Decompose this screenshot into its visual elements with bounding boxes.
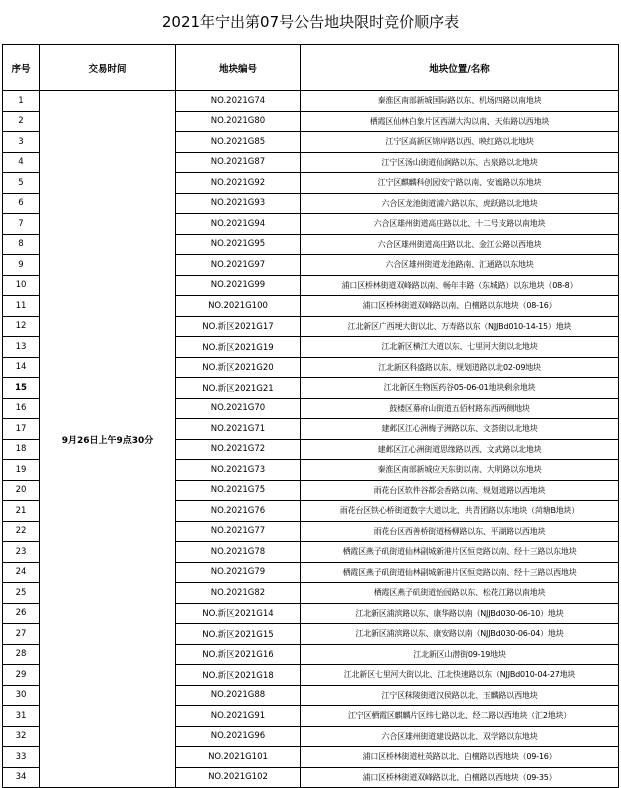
row-plot-number: NO.2021G76 [176, 501, 301, 522]
row-plot-number: NO.2021G92 [176, 173, 301, 194]
row-seq: 6 [3, 193, 40, 214]
row-seq: 34 [3, 767, 40, 788]
row-location: 江北新区七里河大街以北、江北快速路以东（NJJBd010-04-27地块 [301, 665, 619, 686]
row-location: 六合区龙池街道浦六路以东、虎跃路以北地块 [301, 193, 619, 214]
row-location: 浦口区桥林街道杜英路以北、白檀路以西地块（09-16） [301, 747, 619, 768]
row-location: 浦口区桥林街道双峰路以南、畅年丰路（东城路）以东地块（08-8） [301, 275, 619, 296]
row-seq: 8 [3, 234, 40, 255]
row-seq: 17 [3, 419, 40, 440]
row-location: 雨花台区软件谷都会香路以南、规划道路以西地块 [301, 480, 619, 501]
row-location: 江北新区科盛路以东、规划道路以北02-09地块 [301, 357, 619, 378]
table-header-row [3, 45, 619, 91]
row-seq: 1 [3, 91, 40, 112]
row-seq: 30 [3, 685, 40, 706]
row-plot-number: NO.2021G88 [176, 685, 301, 706]
row-seq: 27 [3, 624, 40, 645]
row-location: 江宁区秣陵街道汉侯路以北、玉麟路以西地块 [301, 685, 619, 706]
row-seq: 31 [3, 706, 40, 727]
row-plot-number: NO.2021G102 [176, 767, 301, 788]
row-plot-number: NO.2021G93 [176, 193, 301, 214]
row-location: 栖霞区燕子矶街道仙林副城新港片区恒竞路以南、经十三路以东地块 [301, 542, 619, 563]
row-seq: 18 [3, 439, 40, 460]
row-location: 秦淮区南部新城应天东街以南、大明路以东地块 [301, 460, 619, 481]
row-plot-number: NO.2021G87 [176, 152, 301, 173]
row-seq: 24 [3, 562, 40, 583]
auction-order-table [2, 44, 619, 788]
row-location: 浦口区桥林街道双峰路以南、白檀路以东地块（08-16） [301, 296, 619, 317]
row-plot-number: NO.2021G85 [176, 132, 301, 153]
page-title: 2021年宁出第07号公告地块限时竞价顺序表 [161, 13, 460, 31]
row-seq: 13 [3, 337, 40, 358]
row-plot-number: NO.2021G94 [176, 214, 301, 235]
row-seq: 12 [3, 316, 40, 337]
row-plot-number: NO.2021G96 [176, 726, 301, 747]
row-location: 鼓楼区幕府山街道五佰村路东西两侧地块 [301, 398, 619, 419]
row-location: 江宁区高新区锦岸路以西、映红路以北地块 [301, 132, 619, 153]
row-seq: 33 [3, 747, 40, 768]
row-plot-number: NO.新区2021G18 [176, 665, 301, 686]
row-location: 建邺区江心洲梅子洲路以东、文荟街以北地块 [301, 419, 619, 440]
row-plot-number: NO.2021G95 [176, 234, 301, 255]
row-seq: 5 [3, 173, 40, 194]
table-row [3, 91, 619, 112]
row-location: 六合区雄州街道高庄路以北、金江公路以西地块 [301, 234, 619, 255]
row-seq: 4 [3, 152, 40, 173]
row-plot-number: NO.新区2021G21 [176, 378, 301, 399]
row-seq: 3 [3, 132, 40, 153]
row-plot-number: NO.2021G91 [176, 706, 301, 727]
row-plot-number: NO.新区2021G14 [176, 603, 301, 624]
row-location: 雨花台区西善桥街道杨柳路以东、平湖路以西地块 [301, 521, 619, 542]
row-plot-number: NO.2021G80 [176, 111, 301, 132]
row-location: 江宁区麒麟科创园安宁路以南、安谧路以东地块 [301, 173, 619, 194]
row-location: 江北新区横江大道以东、七里河大街以北地块 [301, 337, 619, 358]
row-location: 秦淮区南部新城国际路以东、机场四路以南地块 [301, 91, 619, 112]
row-plot-number: NO.2021G71 [176, 419, 301, 440]
row-plot-number: NO.2021G75 [176, 480, 301, 501]
row-plot-number: NO.2021G79 [176, 562, 301, 583]
row-seq: 15 [3, 378, 40, 399]
row-plot-number: NO.2021G78 [176, 542, 301, 563]
row-seq: 26 [3, 603, 40, 624]
row-plot-number: NO.2021G73 [176, 460, 301, 481]
header-location: 地块位置/名称 [301, 45, 619, 91]
row-location: 栖霞区燕子矶街道仙林副城新港片区恒竞路以南、经十三路以西地块 [301, 562, 619, 583]
row-seq: 28 [3, 644, 40, 665]
row-location: 六合区雄州街道高庄路以北、十二号支路以南地块 [301, 214, 619, 235]
row-plot-number: NO.新区2021G20 [176, 357, 301, 378]
row-location: 六合区雄州街道建设路以北、双学路以东地块 [301, 726, 619, 747]
header-trade-time: 交易时间 [40, 45, 176, 91]
header-seq: 序号 [3, 45, 40, 91]
row-seq: 19 [3, 460, 40, 481]
row-plot-number: NO.新区2021G19 [176, 337, 301, 358]
row-seq: 16 [3, 398, 40, 419]
row-location: 江宁区栖霞区麒麟片区纬七路以北、经二路以西地块（汇2地块） [301, 706, 619, 727]
row-plot-number: NO.2021G97 [176, 255, 301, 276]
row-plot-number: NO.新区2021G16 [176, 644, 301, 665]
row-plot-number: NO.2021G99 [176, 275, 301, 296]
row-location: 建邺区江心洲街道思缘路以西、文武路以北地块 [301, 439, 619, 460]
row-location: 江北新区浦滨路以东、康安路以南（NJJBd030-06-04）地块 [301, 624, 619, 645]
row-seq: 7 [3, 214, 40, 235]
row-plot-number: NO.新区2021G15 [176, 624, 301, 645]
row-seq: 20 [3, 480, 40, 501]
row-location: 江北新区广西埂大街以北、万寿路以东（NJJBd010-14-15）地块 [301, 316, 619, 337]
row-location: 江北新区生物医药谷05-06-01地块剩余地块 [301, 378, 619, 399]
row-plot-number: NO.2021G72 [176, 439, 301, 460]
row-plot-number: NO.2021G70 [176, 398, 301, 419]
row-location: 栖霞区仙林白象片区西湖大沟以南、天佑路以西地块 [301, 111, 619, 132]
row-seq: 10 [3, 275, 40, 296]
row-plot-number: NO.2021G77 [176, 521, 301, 542]
row-seq: 25 [3, 583, 40, 604]
row-plot-number: NO.2021G100 [176, 296, 301, 317]
row-location: 六合区雄州街道龙池路南、汇通路以东地块 [301, 255, 619, 276]
row-location: 江北新区山潜街09-19地块 [301, 644, 619, 665]
row-seq: 9 [3, 255, 40, 276]
row-plot-number: NO.新区2021G17 [176, 316, 301, 337]
row-location: 江北新区浦滨路以东、康华路以南（NJJBd030-06-10）地块 [301, 603, 619, 624]
header-plot-number: 地块编号 [176, 45, 301, 91]
trade-time-cell: 9月26日上午9点30分 [40, 91, 176, 788]
row-seq: 14 [3, 357, 40, 378]
row-seq: 11 [3, 296, 40, 317]
row-seq: 23 [3, 542, 40, 563]
row-seq: 32 [3, 726, 40, 747]
row-plot-number: NO.2021G74 [176, 91, 301, 112]
row-plot-number: NO.2021G101 [176, 747, 301, 768]
row-location: 雨花台区铁心桥街道数字大道以北、共青团路以东地块（菏塘B地块） [301, 501, 619, 522]
row-location: 栖霞区燕子矶街道怡园路以东、松花江路以南地块 [301, 583, 619, 604]
row-location: 江宁区汤山街道仙涧路以东、古泉路以北地块 [301, 152, 619, 173]
row-seq: 29 [3, 665, 40, 686]
table-body [3, 91, 619, 788]
row-plot-number: NO.2021G82 [176, 583, 301, 604]
row-seq: 22 [3, 521, 40, 542]
row-seq: 21 [3, 501, 40, 522]
row-seq: 2 [3, 111, 40, 132]
row-location: 浦口区桥林街道双峰路以北、白檀路以西地块（09-35） [301, 767, 619, 788]
